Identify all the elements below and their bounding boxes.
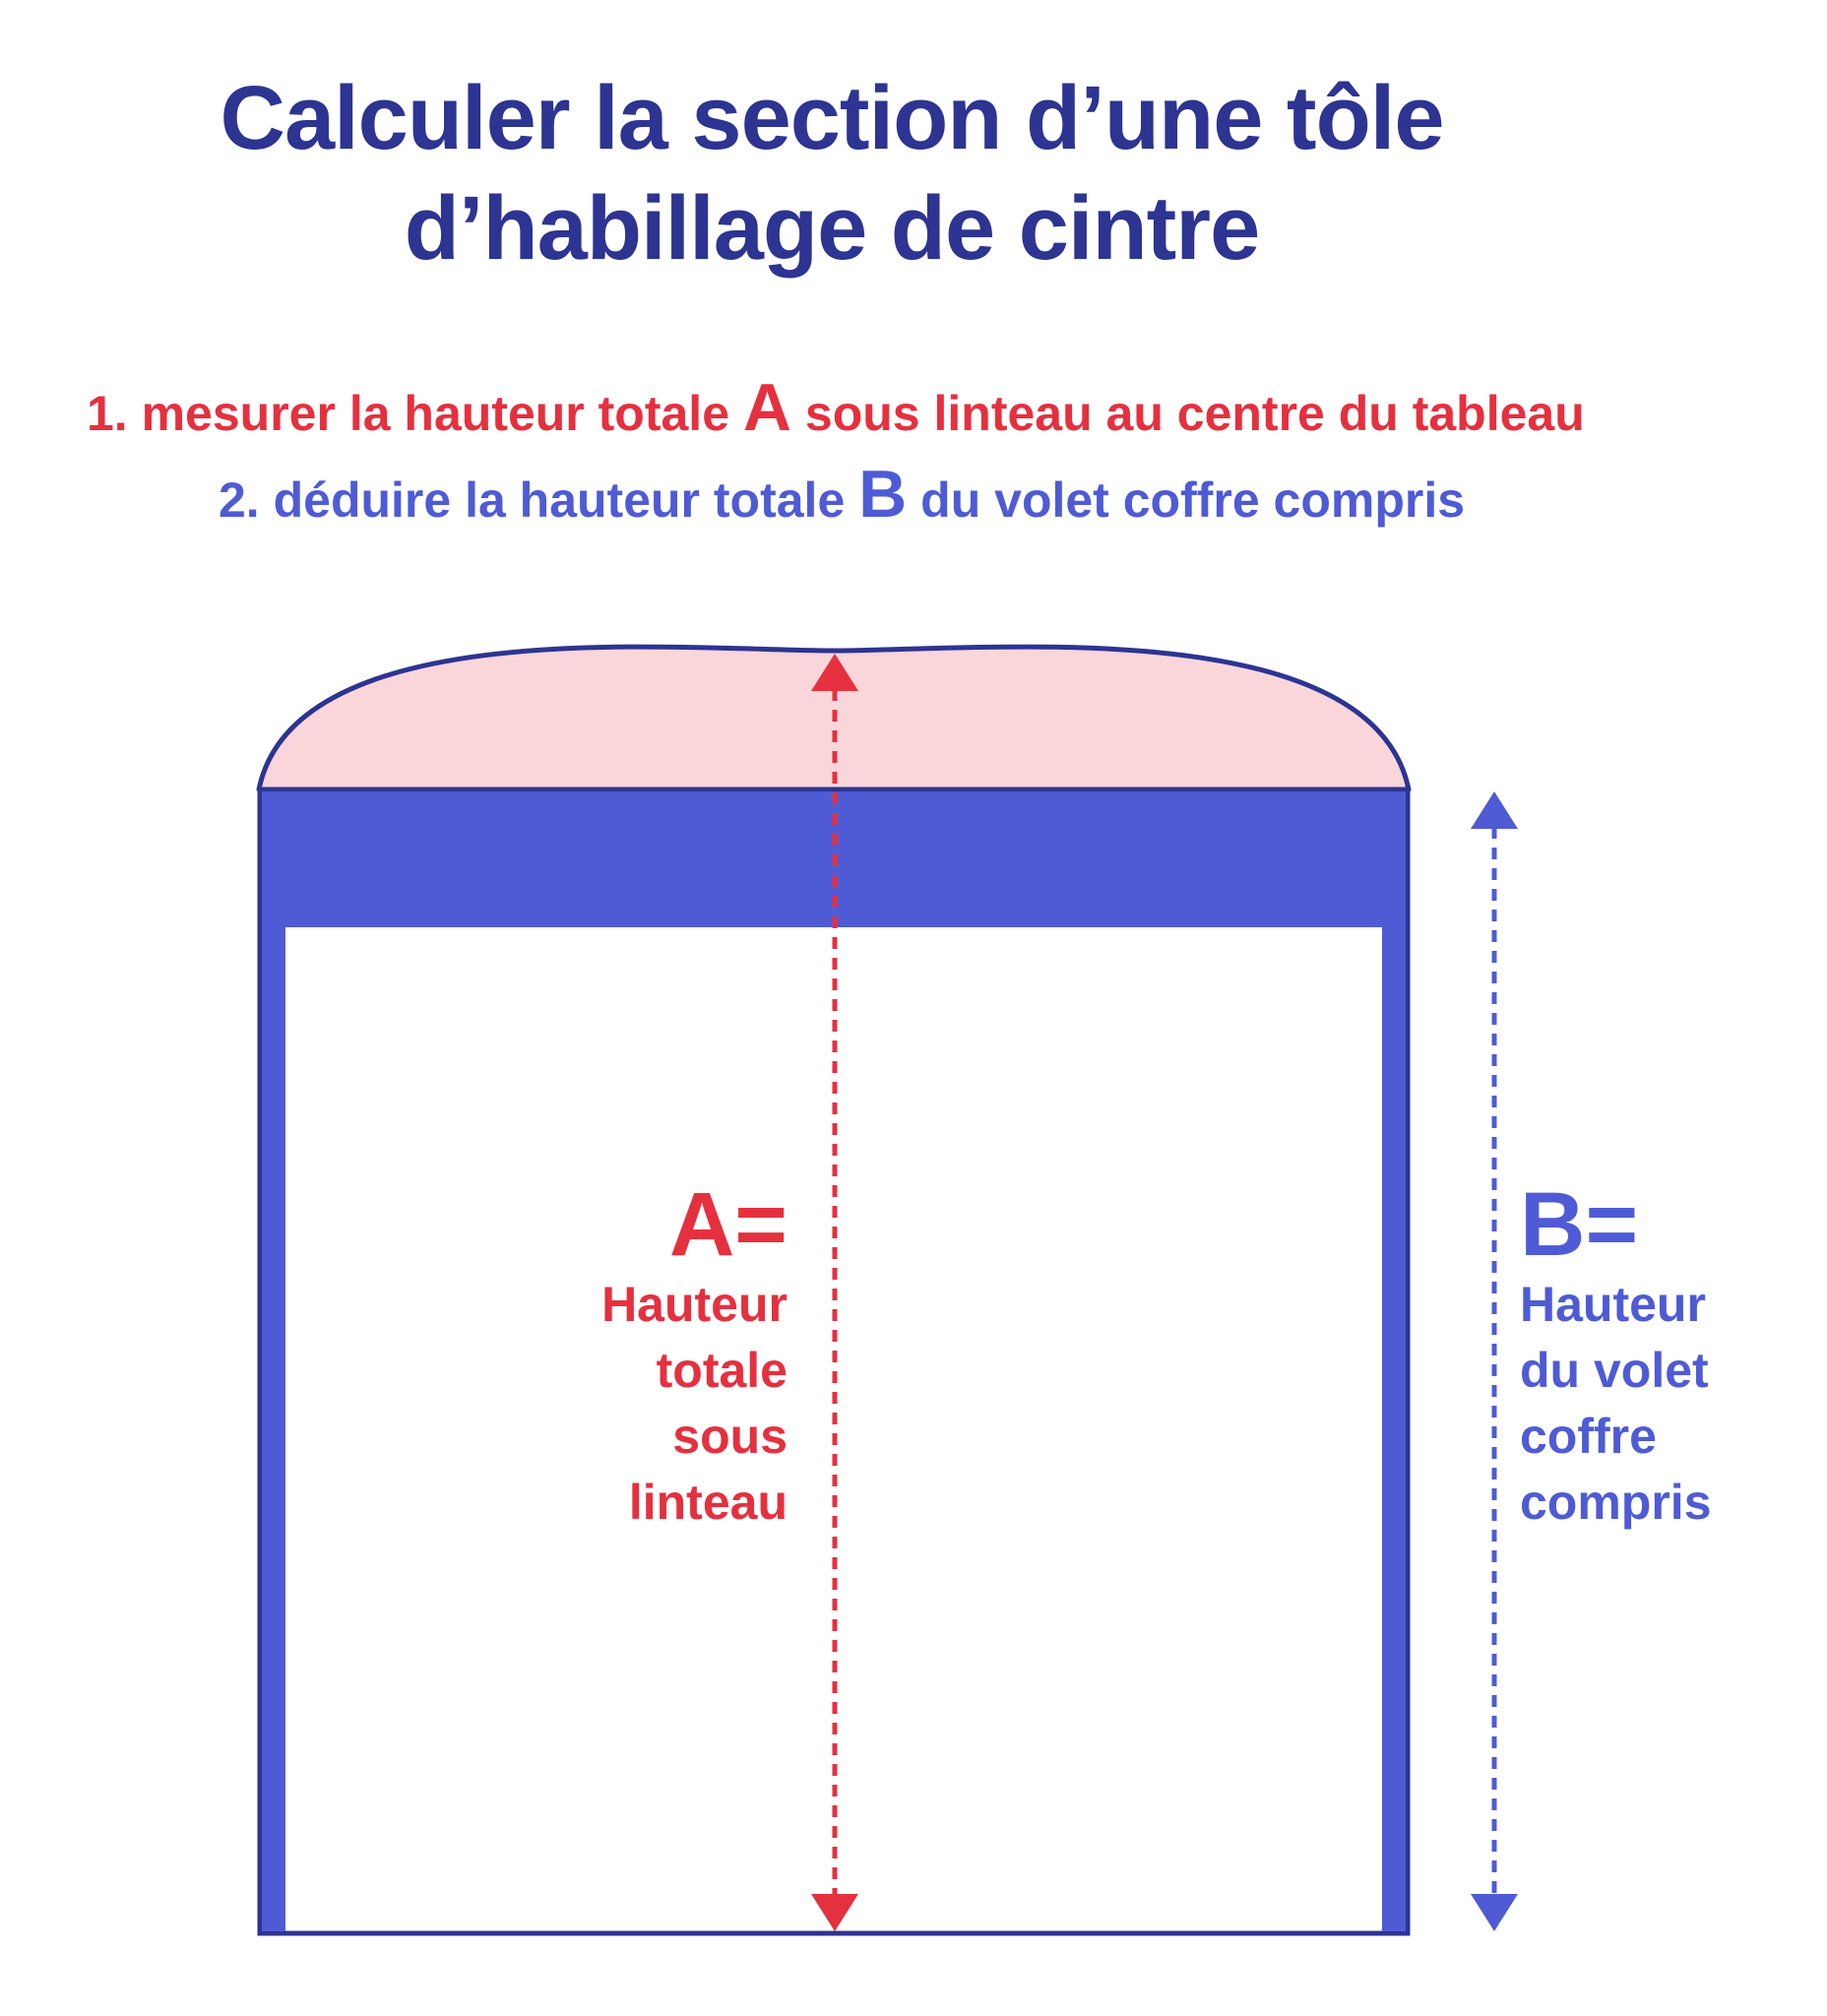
- label-a-line-3: sous: [672, 1409, 788, 1464]
- left-rail: [262, 925, 285, 1931]
- label-b-line-2: du volet: [1520, 1343, 1709, 1398]
- label-b-line-4: compris: [1520, 1475, 1712, 1530]
- page-title-line-2: d’habillage de cintre: [404, 178, 1260, 279]
- step-2-suffix: du volet coffre compris: [907, 472, 1466, 528]
- step-1-suffix: sous linteau au centre du tableau: [791, 386, 1585, 441]
- label-b-letter: B=: [1520, 1174, 1639, 1275]
- label-a-line-2: totale: [656, 1343, 788, 1398]
- dimension-b-arrow-up: [1471, 791, 1518, 829]
- step-1-prefix: 1. mesurer la hauteur totale: [87, 386, 743, 441]
- dimension-b-arrow-down: [1471, 1894, 1518, 1931]
- label-b-line-3: coffre: [1520, 1409, 1657, 1464]
- step-1-letter: A: [742, 370, 792, 445]
- label-a-line-1: Hauteur: [601, 1277, 788, 1332]
- label-a-line-4: linteau: [628, 1475, 788, 1530]
- label-a-letter: A=: [668, 1174, 788, 1275]
- label-b: [1520, 1174, 1712, 1536]
- step-2-letter: B: [858, 457, 908, 532]
- right-rail: [1382, 925, 1406, 1931]
- page-title-line-1: Calculer la section d’une tôle: [220, 68, 1444, 168]
- label-a: [601, 1174, 788, 1536]
- label-b-line-1: Hauteur: [1520, 1277, 1706, 1332]
- step-2-prefix: 2. déduire la hauteur totale: [219, 472, 859, 528]
